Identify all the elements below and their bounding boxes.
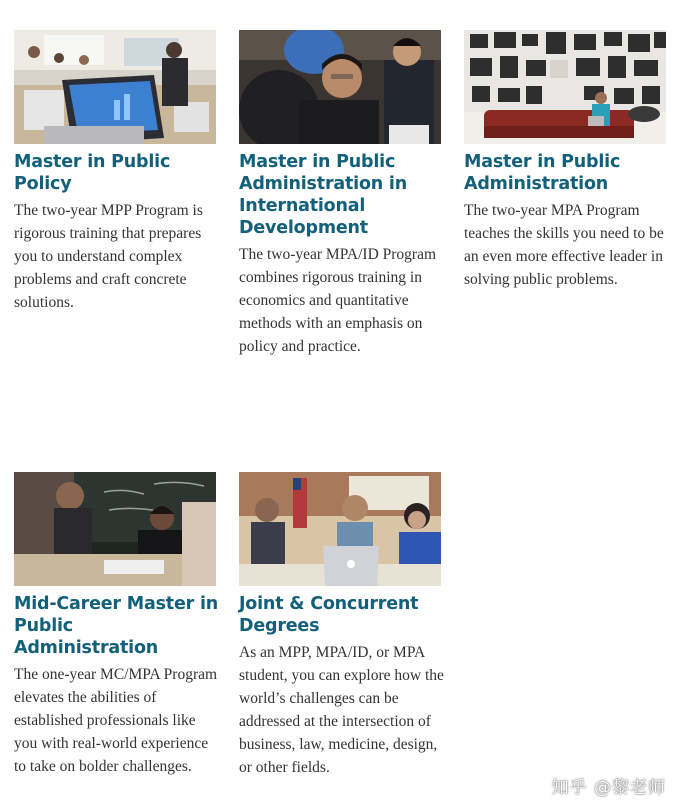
- mpp-description: The two-year MPP Program is rigorous training that prepares you to understand complex problems and craft concrete solutions.: [14, 202, 203, 311]
- mcmpa-title-link[interactable]: Mid-Career Master in Public Administration: [14, 594, 219, 658]
- mpa-description: The two-year MPA Program teaches the skills you need to be an even more effective leader in solving public problems.: [464, 202, 664, 288]
- joint-degrees-title-link[interactable]: Joint & Concurrent Degrees: [239, 594, 419, 636]
- joint-degrees-meeting-photo[interactable]: [239, 472, 441, 586]
- program-card-mcmpa: [14, 472, 220, 778]
- zhihu-watermark: 知乎 @黎老师: [551, 778, 666, 798]
- mcmpa-description: The one-year MC/MPA Program elevates the abilities of established professionals like you with real-world experience to take on bolder challenges.: [14, 666, 218, 775]
- mcmpa-chalkboard-photo[interactable]: [14, 472, 216, 586]
- program-card-joint-degrees: [239, 472, 445, 779]
- mpaid-description: The two-year MPA/ID Program combines rigorous training in economics and quantitative methods with an emphasis on policy and practice.: [239, 246, 437, 355]
- joint-degrees-description: As an MPP, MPA/ID, or MPA student, you can explore how the world’s challenges can be addressed at the intersection of business, law, medicine, design, or other fields.: [239, 644, 444, 776]
- program-card-mpa: [464, 30, 668, 291]
- mpp-title-link[interactable]: Master in Public Policy: [14, 152, 171, 194]
- program-card-mpp: [14, 30, 218, 314]
- mpa-title-link[interactable]: Master in Public Administration: [464, 152, 621, 194]
- mpp-classroom-photo[interactable]: [14, 30, 216, 144]
- mpa-gallery-wall-photo[interactable]: [464, 30, 666, 144]
- program-card-mpaid: [239, 30, 445, 358]
- mpaid-students-photo[interactable]: [239, 30, 441, 144]
- mpaid-title-link[interactable]: Master in Public Administration in International Development: [239, 152, 407, 238]
